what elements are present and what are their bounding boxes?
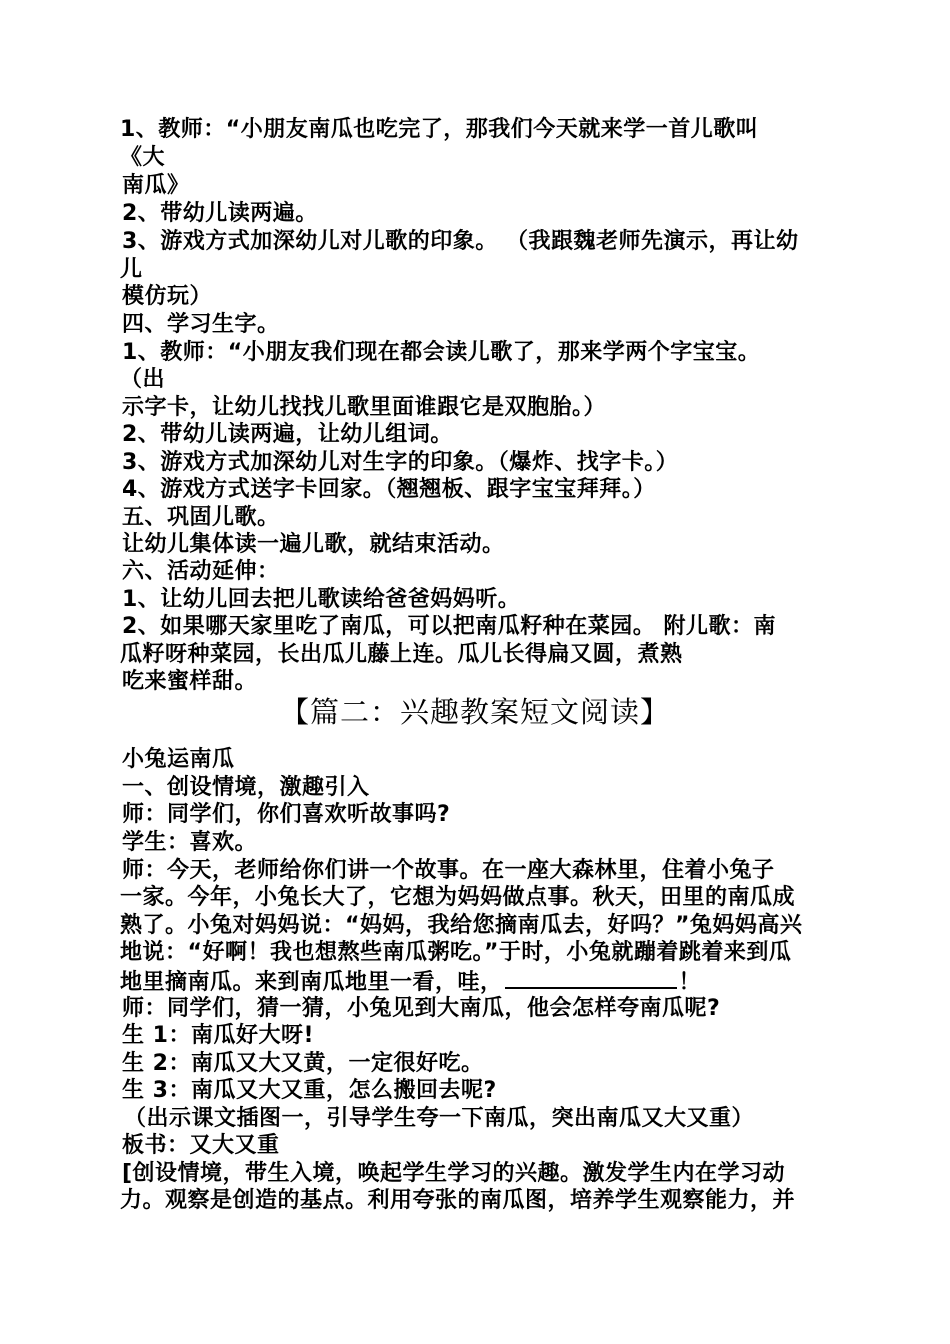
text-line: 吃来蜜样甜。 (122, 669, 258, 694)
text-line: 2、如果哪天家里吃了南瓜，可以把南瓜籽种在菜园。 附儿歌：南 (122, 614, 776, 639)
text-line: 1、教师：“小朋友南瓜也吃完了，那我们今天就来学一首儿歌叫 (120, 117, 759, 142)
text-line: 师：今天，老师给你们讲一个故事。在一座大森林里，住着小兔子 (122, 858, 775, 883)
text-line: 熟了。小兔对妈妈说：“妈妈，我给您摘南瓜去，好吗？”兔妈妈高兴 (120, 913, 803, 938)
text-line: 地说：“好啊！我也想熬些南瓜粥吃。”于时，小兔就蹦着跳着来到瓜 (120, 940, 792, 965)
text-line: 生 1：南瓜好大呀! (122, 1023, 315, 1048)
text-line: 师：同学们，猜一猜，小兔见到大南瓜，他会怎样夸南瓜呢? (122, 996, 721, 1021)
text-line: 生 2：南瓜又大又黄，一定很好吃。 (122, 1051, 484, 1076)
text-line: 模仿玩） (122, 284, 213, 309)
section-heading: 一、创设情境，激趣引入 (122, 775, 370, 800)
text-line: 让幼儿集体读一遍儿歌，就结束活动。 (122, 532, 505, 557)
text-line: （出 (120, 367, 166, 392)
text-line: 板书：又大又重 (122, 1133, 280, 1158)
text-line: 一家。今年，小兔长大了，它想为妈妈做点事。秋天，田里的南瓜成 (120, 885, 796, 910)
text-line: 2、带幼儿读两遍。 (122, 201, 318, 226)
text-line: 儿 (120, 257, 143, 282)
text-line: 南瓜》 (122, 173, 190, 198)
fill-in-blank (505, 967, 677, 989)
text-line: 1、让幼儿回去把儿歌读给爸爸妈妈听。 (122, 587, 521, 612)
section-heading: 六、活动延伸： (122, 559, 280, 584)
section-heading: 五、巩固儿歌。 (122, 505, 280, 530)
text-line: 3、游戏方式加深幼儿对生字的印象。（爆炸、找字卡。） (122, 450, 679, 475)
text-line: 力。观察是创造的基点。利用夸张的南瓜图，培养学生观察能力，并 (120, 1188, 796, 1213)
blank-line-after: ！ (678, 970, 702, 995)
text-line: 示字卡，让幼儿找找儿歌里面谁跟它是双胞胎。） (122, 395, 607, 420)
text-line: 瓜籽呀种菜园，长出瓜儿藤上连。瓜儿长得扁又圆，煮熟 (120, 642, 683, 667)
text-line: 《大 (120, 145, 166, 170)
text-line-with-blank (120, 967, 701, 997)
text-line: 师：同学们，你们喜欢听故事吗? (122, 802, 451, 827)
text-line: （出示课文插图一，引导学生夸一下南瓜，突出南瓜又大又重） (124, 1106, 755, 1131)
text-line: 学生：喜欢。 (122, 830, 258, 855)
section-heading: 四、学习生字。 (122, 312, 280, 337)
text-line: [创设情境，带生入境，唤起学生学习的兴趣。激发学生内在学习动 (122, 1161, 786, 1186)
chapter-title: 【篇二：兴趣教案短文阅读】 (279, 695, 670, 729)
text-line: 1、教师：“小朋友我们现在都会读儿歌了，那来学两个字宝宝。 (122, 340, 761, 365)
text-line: 2、带幼儿读两遍，让幼儿组词。 (122, 422, 453, 447)
story-title: 小兔运南瓜 (122, 747, 235, 772)
text-line: 生 3：南瓜又大又重，怎么搬回去呢? (122, 1078, 497, 1103)
text-line: 3、游戏方式加深幼儿对儿歌的印象。 （我跟魏老师先演示，再让幼 (122, 229, 799, 254)
blank-line-before: 地里摘南瓜。来到南瓜地里一看，哇， (120, 970, 503, 995)
text-line: 4、游戏方式送字卡回家。（翘翘板、跟字宝宝拜拜。） (122, 477, 656, 502)
